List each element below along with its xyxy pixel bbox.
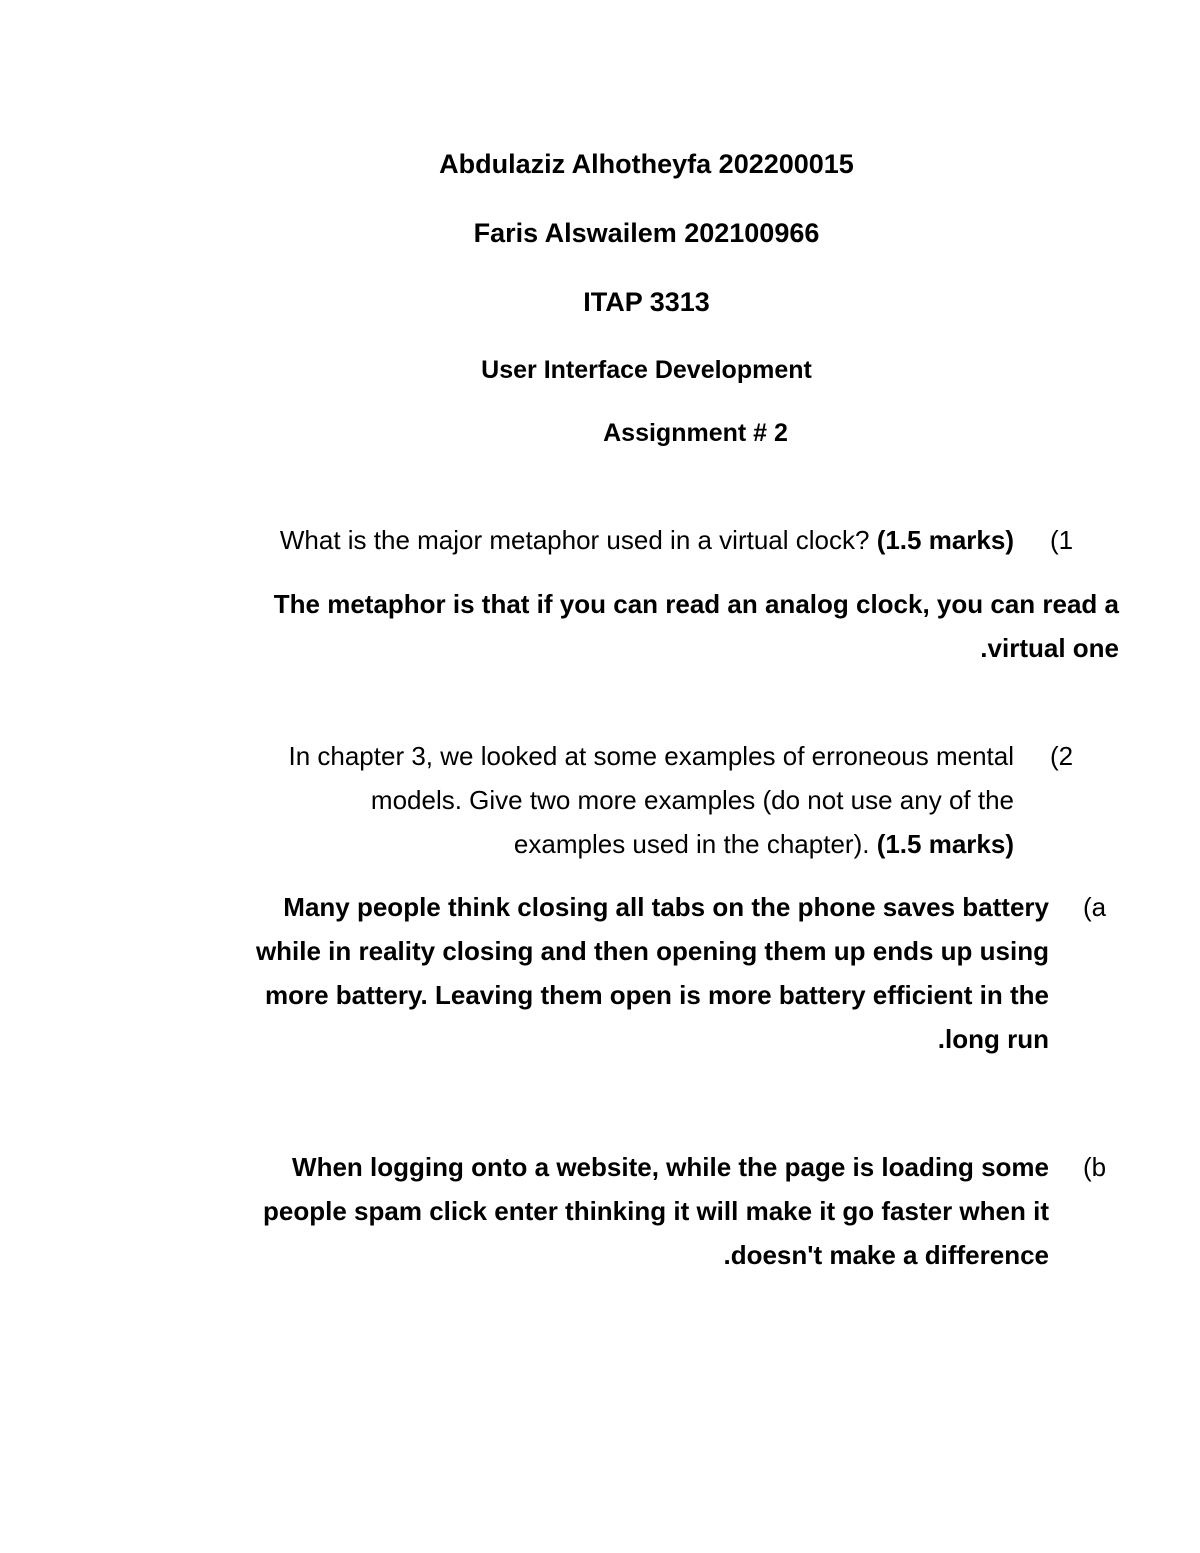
assignment-title: Assignment # 2 bbox=[603, 419, 788, 447]
answer-a-line-4: .long run bbox=[937, 1024, 1049, 1054]
question-1-number: (1 bbox=[1050, 525, 1074, 555]
question-1 bbox=[280, 525, 1014, 555]
answer-a-line-2: while in reality closing and then opening them up ends up using bbox=[255, 936, 1049, 966]
answer-1-line-2: .virtual one bbox=[980, 633, 1119, 663]
question-2-text-end: examples used in the chapter). bbox=[513, 829, 877, 859]
question-2-number: (2 bbox=[1050, 741, 1074, 771]
answer-b-line-1: When logging onto a website, while the page is loading some bbox=[292, 1152, 1049, 1182]
answer-a-marker: (a bbox=[1083, 892, 1107, 922]
answer-1-line-1: The metaphor is that if you can read an analog clock, you can read a bbox=[273, 589, 1119, 619]
course-code: ITAP 3313 bbox=[583, 287, 710, 317]
student-name-2: Faris Alswailem 202100966 bbox=[473, 218, 820, 248]
answer-a-line-1: Many people think closing all tabs on the phone saves battery bbox=[283, 892, 1049, 922]
answer-a-line-3: more battery. Leaving them open is more battery efficient in the bbox=[264, 980, 1049, 1010]
question-1-text: What is the major metaphor used in a virtual clock? bbox=[279, 525, 877, 555]
answer-b-line-3: .doesn't make a difference bbox=[723, 1240, 1049, 1270]
question-2-marks: (1.5 marks) bbox=[876, 829, 1014, 859]
answer-b-marker: (b bbox=[1083, 1152, 1107, 1182]
question-1-marks: (1.5 marks) bbox=[876, 525, 1014, 555]
question-2-line-2: models. Give two more examples (do not use any of the bbox=[370, 785, 1014, 815]
student-name-1: Abdulaziz Alhotheyfa 202200015 bbox=[439, 149, 854, 179]
question-2-line-1: In chapter 3, we looked at some examples of erroneous mental bbox=[288, 741, 1014, 771]
answer-b-line-2: people spam click enter thinking it will make it go faster when it bbox=[263, 1196, 1049, 1226]
question-2-line-3 bbox=[514, 829, 1014, 859]
course-name: User Interface Development bbox=[481, 356, 812, 384]
